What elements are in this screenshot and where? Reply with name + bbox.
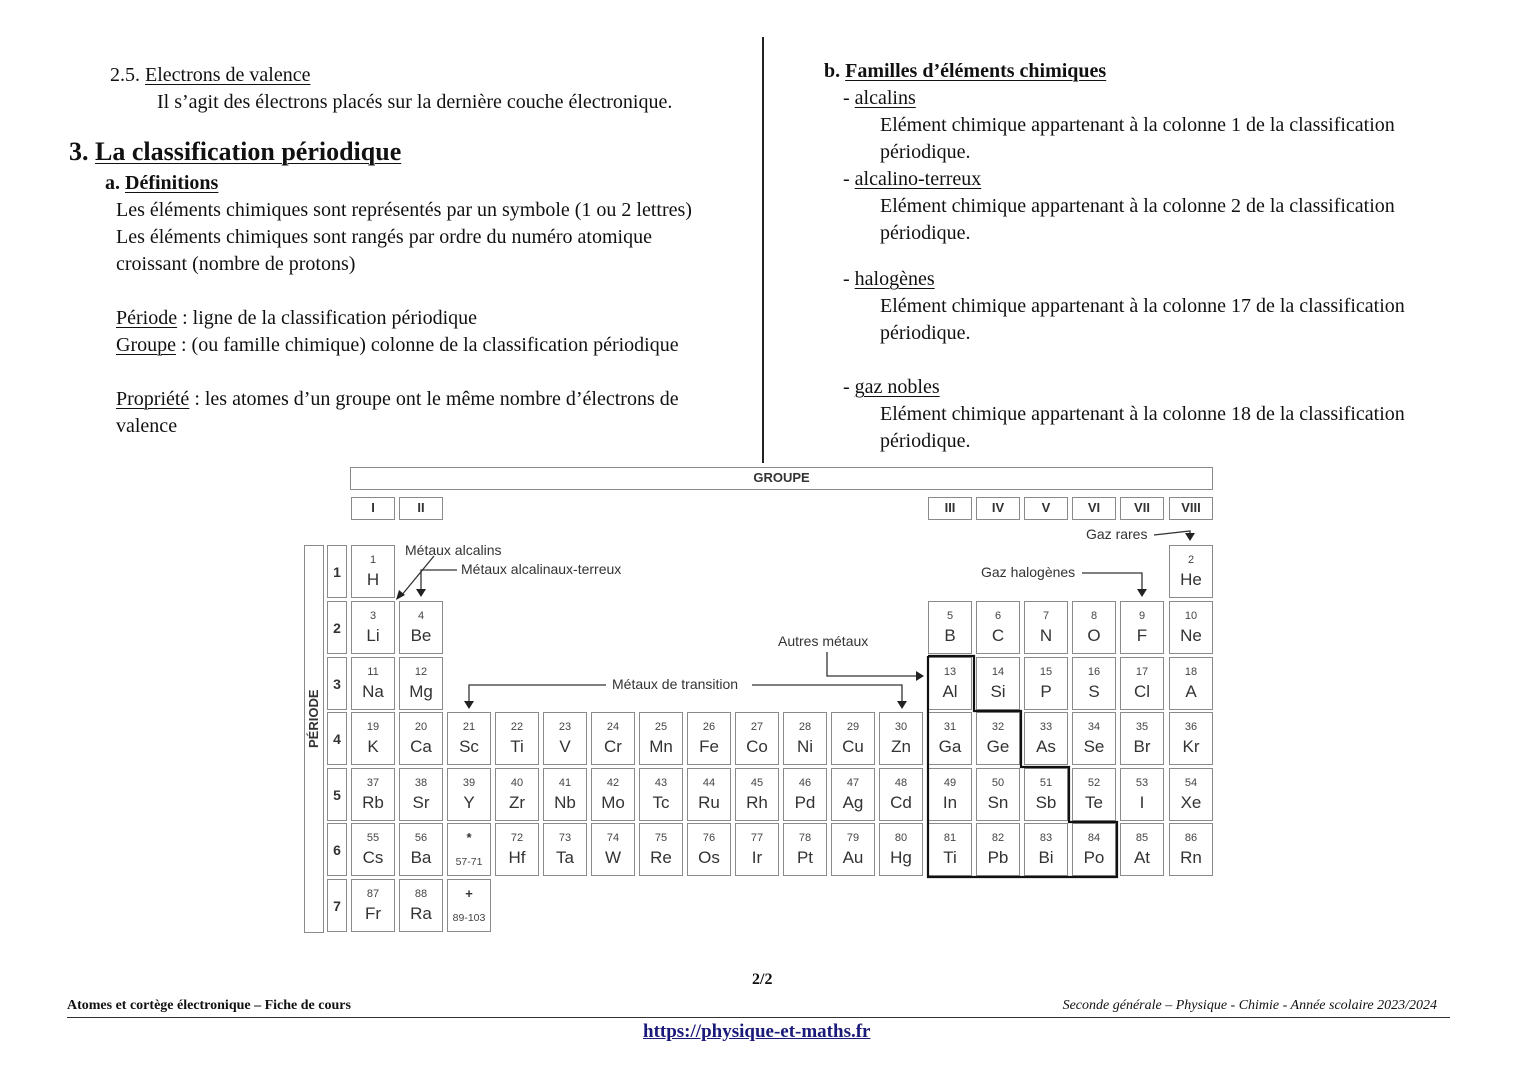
element-cell-Ca: 20 Ca: [399, 712, 443, 765]
element-cell-Br: 35 Br: [1120, 712, 1164, 765]
element-cell-Kr: 36 Kr: [1169, 712, 1213, 765]
dash: -: [843, 87, 855, 109]
element-cell-actinides: + 89-103: [447, 879, 491, 932]
element-cell-Hg: 80 Hg: [879, 823, 923, 876]
element-cell-Li: 3 Li: [351, 601, 395, 654]
dash: -: [843, 168, 855, 190]
period-2-label: 2: [327, 601, 347, 654]
element-cell-As: 33 As: [1024, 712, 1068, 765]
element-cell-Sb: 51 Sb: [1024, 768, 1068, 821]
element-cell-H: 1 H: [351, 545, 395, 598]
dash: -: [843, 376, 855, 398]
group-VI-label: VI: [1072, 497, 1116, 520]
label-alkaline-earth-metals: Métaux alcalinaux-terreux: [461, 561, 622, 577]
page-number: 2/2: [752, 971, 773, 988]
element-cell-lanthanides: * 57-71: [447, 823, 491, 876]
subsection-letter: a.: [105, 172, 120, 194]
element-cell-Ga: 31 Ga: [928, 712, 972, 765]
label-halogens: Gaz halogènes: [981, 564, 1076, 580]
propriete-continuation: valence: [116, 415, 178, 437]
group-III-label: III: [928, 497, 972, 520]
dash: -: [843, 268, 855, 290]
subsection-title: Définitions: [125, 172, 219, 194]
element-cell-Ta: 73 Ta: [543, 823, 587, 876]
element-cell-Cl: 17 Cl: [1120, 657, 1164, 710]
element-cell-P: 15 P: [1024, 657, 1068, 710]
element-cell-C: 6 C: [976, 601, 1020, 654]
element-cell-Ar: 18 A: [1169, 657, 1213, 710]
label-noble-gases: Gaz rares: [1086, 526, 1148, 542]
element-cell-In: 49 In: [928, 768, 972, 821]
subsection-letter: b.: [824, 60, 841, 82]
family-name: gaz nobles: [854, 376, 940, 398]
element-cell-Xe: 54 Xe: [1169, 768, 1213, 821]
element-cell-Ge: 32 Ge: [976, 712, 1020, 765]
label-other-metals: Autres métaux: [778, 633, 869, 649]
element-cell-Rh: 45 Rh: [735, 768, 779, 821]
element-cell-Ru: 44 Ru: [687, 768, 731, 821]
label-alkali-metals: Métaux alcalins: [405, 542, 502, 558]
element-cell-Pt: 78 Pt: [783, 823, 827, 876]
section-number: 3.: [69, 137, 89, 166]
label-transition-metals: Métaux de transition: [612, 676, 739, 692]
element-cell-Se: 34 Se: [1072, 712, 1116, 765]
element-cell-Be: 4 Be: [399, 601, 443, 654]
propriete-text: : les atomes d’un groupe ont le même nombre d’électrons de: [189, 388, 679, 410]
periode-term: Période: [116, 307, 178, 329]
group-II-label: II: [399, 497, 443, 520]
family-alcalins-line1: Elément chimique appartenant à la colonne 1 de la classification: [880, 114, 1395, 136]
definition-line-3: croissant (nombre de protons): [116, 253, 356, 275]
element-cell-Pb: 82 Pb: [976, 823, 1020, 876]
group-V-label: V: [1024, 497, 1068, 520]
website-link[interactable]: https://physique-et-maths.fr: [643, 1021, 871, 1042]
element-cell-Zn: 30 Zn: [879, 712, 923, 765]
section-title: Electrons de valence: [145, 64, 311, 86]
element-cell-Tl: 81 Ti: [928, 823, 972, 876]
element-cell-Sr: 38 Sr: [399, 768, 443, 821]
group-I-label: I: [351, 497, 395, 520]
element-cell-Cd: 48 Cd: [879, 768, 923, 821]
element-cell-Sc: 21 Sc: [447, 712, 491, 765]
group-header-bar: GROUPE: [350, 467, 1213, 490]
element-cell-O: 8 O: [1072, 601, 1116, 654]
element-cell-Te: 52 Te: [1072, 768, 1116, 821]
family-name: alcalins: [854, 87, 916, 109]
group-VII-label: VII: [1120, 497, 1164, 520]
element-cell-Ag: 47 Ag: [831, 768, 875, 821]
element-cell-K: 19 K: [351, 712, 395, 765]
element-cell-Re: 75 Re: [639, 823, 683, 876]
element-cell-Ir: 77 Ir: [735, 823, 779, 876]
element-cell-Co: 27 Co: [735, 712, 779, 765]
propriete-term: Propriété: [116, 388, 190, 410]
element-cell-Tc: 43 Tc: [639, 768, 683, 821]
element-cell-V: 23 V: [543, 712, 587, 765]
element-cell-Si: 14 Si: [976, 657, 1020, 710]
element-cell-Po: 84 Po: [1072, 823, 1116, 876]
family-alcalino-terreux-line2: périodique.: [880, 222, 971, 244]
period-7-label: 7: [327, 879, 347, 932]
period-3-label: 3: [327, 657, 347, 710]
footer-course-info: Seconde générale – Physique - Chimie - Année scolaire 2023/2024: [1062, 998, 1437, 1013]
element-cell-N: 7 N: [1024, 601, 1068, 654]
element-cell-W: 74 W: [591, 823, 635, 876]
family-gaz-nobles-line1: Elément chimique appartenant à la colonne 18 de la classification: [880, 403, 1405, 425]
subsection-title: Familles d’éléments chimiques: [845, 60, 1107, 82]
family-halogenes-line1: Elément chimique appartenant à la colonne 17 de la classification: [880, 295, 1405, 317]
element-cell-At: 85 At: [1120, 823, 1164, 876]
element-cell-Sn: 50 Sn: [976, 768, 1020, 821]
section-title: La classification périodique: [95, 137, 402, 166]
definition-line-1: Les éléments chimiques sont représentés par un symbole (1 ou 2 lettres): [116, 199, 692, 221]
element-cell-Cs: 55 Cs: [351, 823, 395, 876]
element-cell-Mn: 25 Mn: [639, 712, 683, 765]
element-cell-Rn: 86 Rn: [1169, 823, 1213, 876]
family-name: halogènes: [854, 268, 935, 290]
group-IV-label: IV: [976, 497, 1020, 520]
element-cell-Mg: 12 Mg: [399, 657, 443, 710]
section-number: 2.5.: [110, 64, 140, 86]
element-cell-B: 5 B: [928, 601, 972, 654]
element-cell-Na: 11 Na: [351, 657, 395, 710]
element-cell-Rb: 37 Rb: [351, 768, 395, 821]
element-cell-Ra: 88 Ra: [399, 879, 443, 932]
groupe-text: : (ou famille chimique) colonne de la classification périodique: [175, 334, 679, 356]
group-VIII-label: VIII: [1169, 497, 1213, 520]
family-alcalins-line2: périodique.: [880, 141, 971, 163]
element-cell-Fr: 87 Fr: [351, 879, 395, 932]
element-cell-Ne: 10 Ne: [1169, 601, 1213, 654]
element-cell-Au: 79 Au: [831, 823, 875, 876]
period-1-label: 1: [327, 545, 347, 598]
element-cell-Pd: 46 Pd: [783, 768, 827, 821]
element-cell-Cu: 29 Cu: [831, 712, 875, 765]
element-cell-Al: 13 Al: [928, 657, 972, 710]
element-cell-F: 9 F: [1120, 601, 1164, 654]
footer-rule: [67, 1017, 1450, 1018]
element-cell-Ni: 28 Ni: [783, 712, 827, 765]
valence-definition: Il s’agit des électrons placés sur la dernière couche électronique.: [157, 91, 673, 113]
element-cell-Bi: 83 Bi: [1024, 823, 1068, 876]
element-cell-Ba: 56 Ba: [399, 823, 443, 876]
element-cell-Mo: 42 Mo: [591, 768, 635, 821]
groupe-term: Groupe: [116, 334, 176, 356]
period-6-label: 6: [327, 823, 347, 876]
period-4-label: 4: [327, 712, 347, 765]
footer-document-title: Atomes et cortège électronique – Fiche de cours: [67, 998, 351, 1013]
family-alcalino-terreux-line1: Elément chimique appartenant à la colonne 2 de la classification: [880, 195, 1395, 217]
family-gaz-nobles-line2: périodique.: [880, 430, 971, 452]
period-5-label: 5: [327, 768, 347, 821]
element-cell-S: 16 S: [1072, 657, 1116, 710]
element-cell-Os: 76 Os: [687, 823, 731, 876]
element-cell-I: 53 I: [1120, 768, 1164, 821]
element-cell-Y: 39 Y: [447, 768, 491, 821]
family-name: alcalino-terreux: [854, 168, 982, 190]
definition-line-2: Les éléments chimiques sont rangés par ordre du numéro atomique: [116, 226, 652, 248]
element-cell-Zr: 40 Zr: [495, 768, 539, 821]
element-cell-Ti: 22 Ti: [495, 712, 539, 765]
element-cell-He: 2 He: [1169, 545, 1213, 598]
element-cell-Nb: 41 Nb: [543, 768, 587, 821]
element-cell-Cr: 24 Cr: [591, 712, 635, 765]
element-cell-Hf: 72 Hf: [495, 823, 539, 876]
element-cell-Fe: 26 Fe: [687, 712, 731, 765]
periode-text: : ligne de la classification périodique: [177, 307, 477, 329]
family-halogenes-line2: périodique.: [880, 322, 971, 344]
